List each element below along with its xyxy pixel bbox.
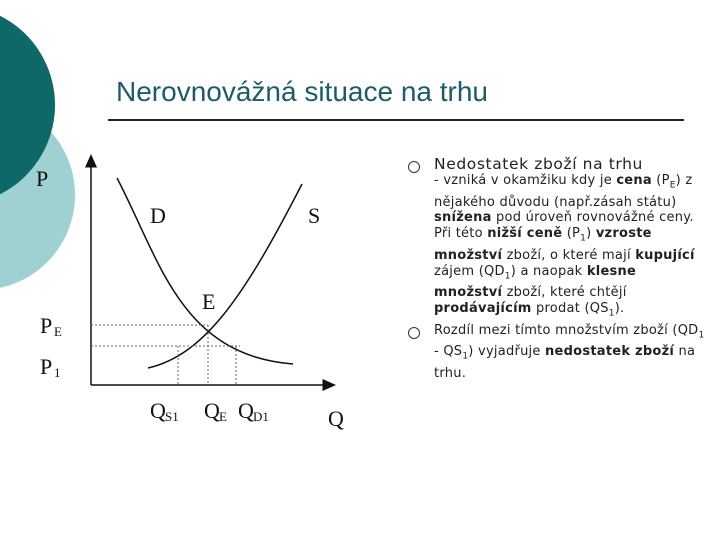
demand-label: D (150, 203, 166, 228)
pe-label-sub: E (54, 324, 62, 339)
bullet-heading: Nedostatek zboží na trhu (434, 155, 643, 173)
slide-title: Nerovnovážná situace na trhu (116, 76, 488, 107)
bullet-item-shortage (408, 155, 708, 323)
qe-label-sub: E (219, 409, 227, 424)
supply-curve (148, 184, 302, 368)
bullet-list (408, 155, 708, 382)
bullet-body: Rozdíl mezi tímto množstvím zboží $(QD_1 - QS_1)$ vyjadřuje nedostatek zboží na trhu. (434, 322, 705, 381)
equilibrium-label: E (202, 289, 216, 314)
axis-label-p: P (36, 166, 49, 191)
qs1-label-sub: S1 (165, 409, 179, 424)
bullet-body: - vzniká v okamžiku kdy je cena $(P_E)$ z nějakého důvodu (např.zásah státu) snížena pod úroveň rovnovážné ceny. Při této nižší ceně $(P_1)$ vzroste množství zboží, o které mají kupující zájem $(QD_1)$ a naopak klesne množství zboží, které chtějí prodávajícím prodat $(QS_1)$. (434, 173, 695, 319)
qe-label: Q (204, 398, 220, 423)
supply-demand-diagram (30, 150, 390, 440)
p1-label: P (40, 354, 53, 379)
p1-label-sub: 1 (54, 365, 61, 380)
qd1-label: Q (238, 398, 254, 423)
bullet-circle-icon (408, 161, 420, 173)
qs1-label: Q (150, 398, 166, 423)
title-underline (108, 119, 684, 121)
qd1-label-sub: D1 (253, 409, 269, 424)
demand-curve (117, 178, 293, 364)
pe-label: P (40, 313, 53, 338)
supply-label: S (308, 203, 321, 228)
bullet-item-difference (408, 323, 708, 382)
axis-label-q: Q (328, 406, 344, 431)
bullet-circle-icon (408, 327, 420, 339)
